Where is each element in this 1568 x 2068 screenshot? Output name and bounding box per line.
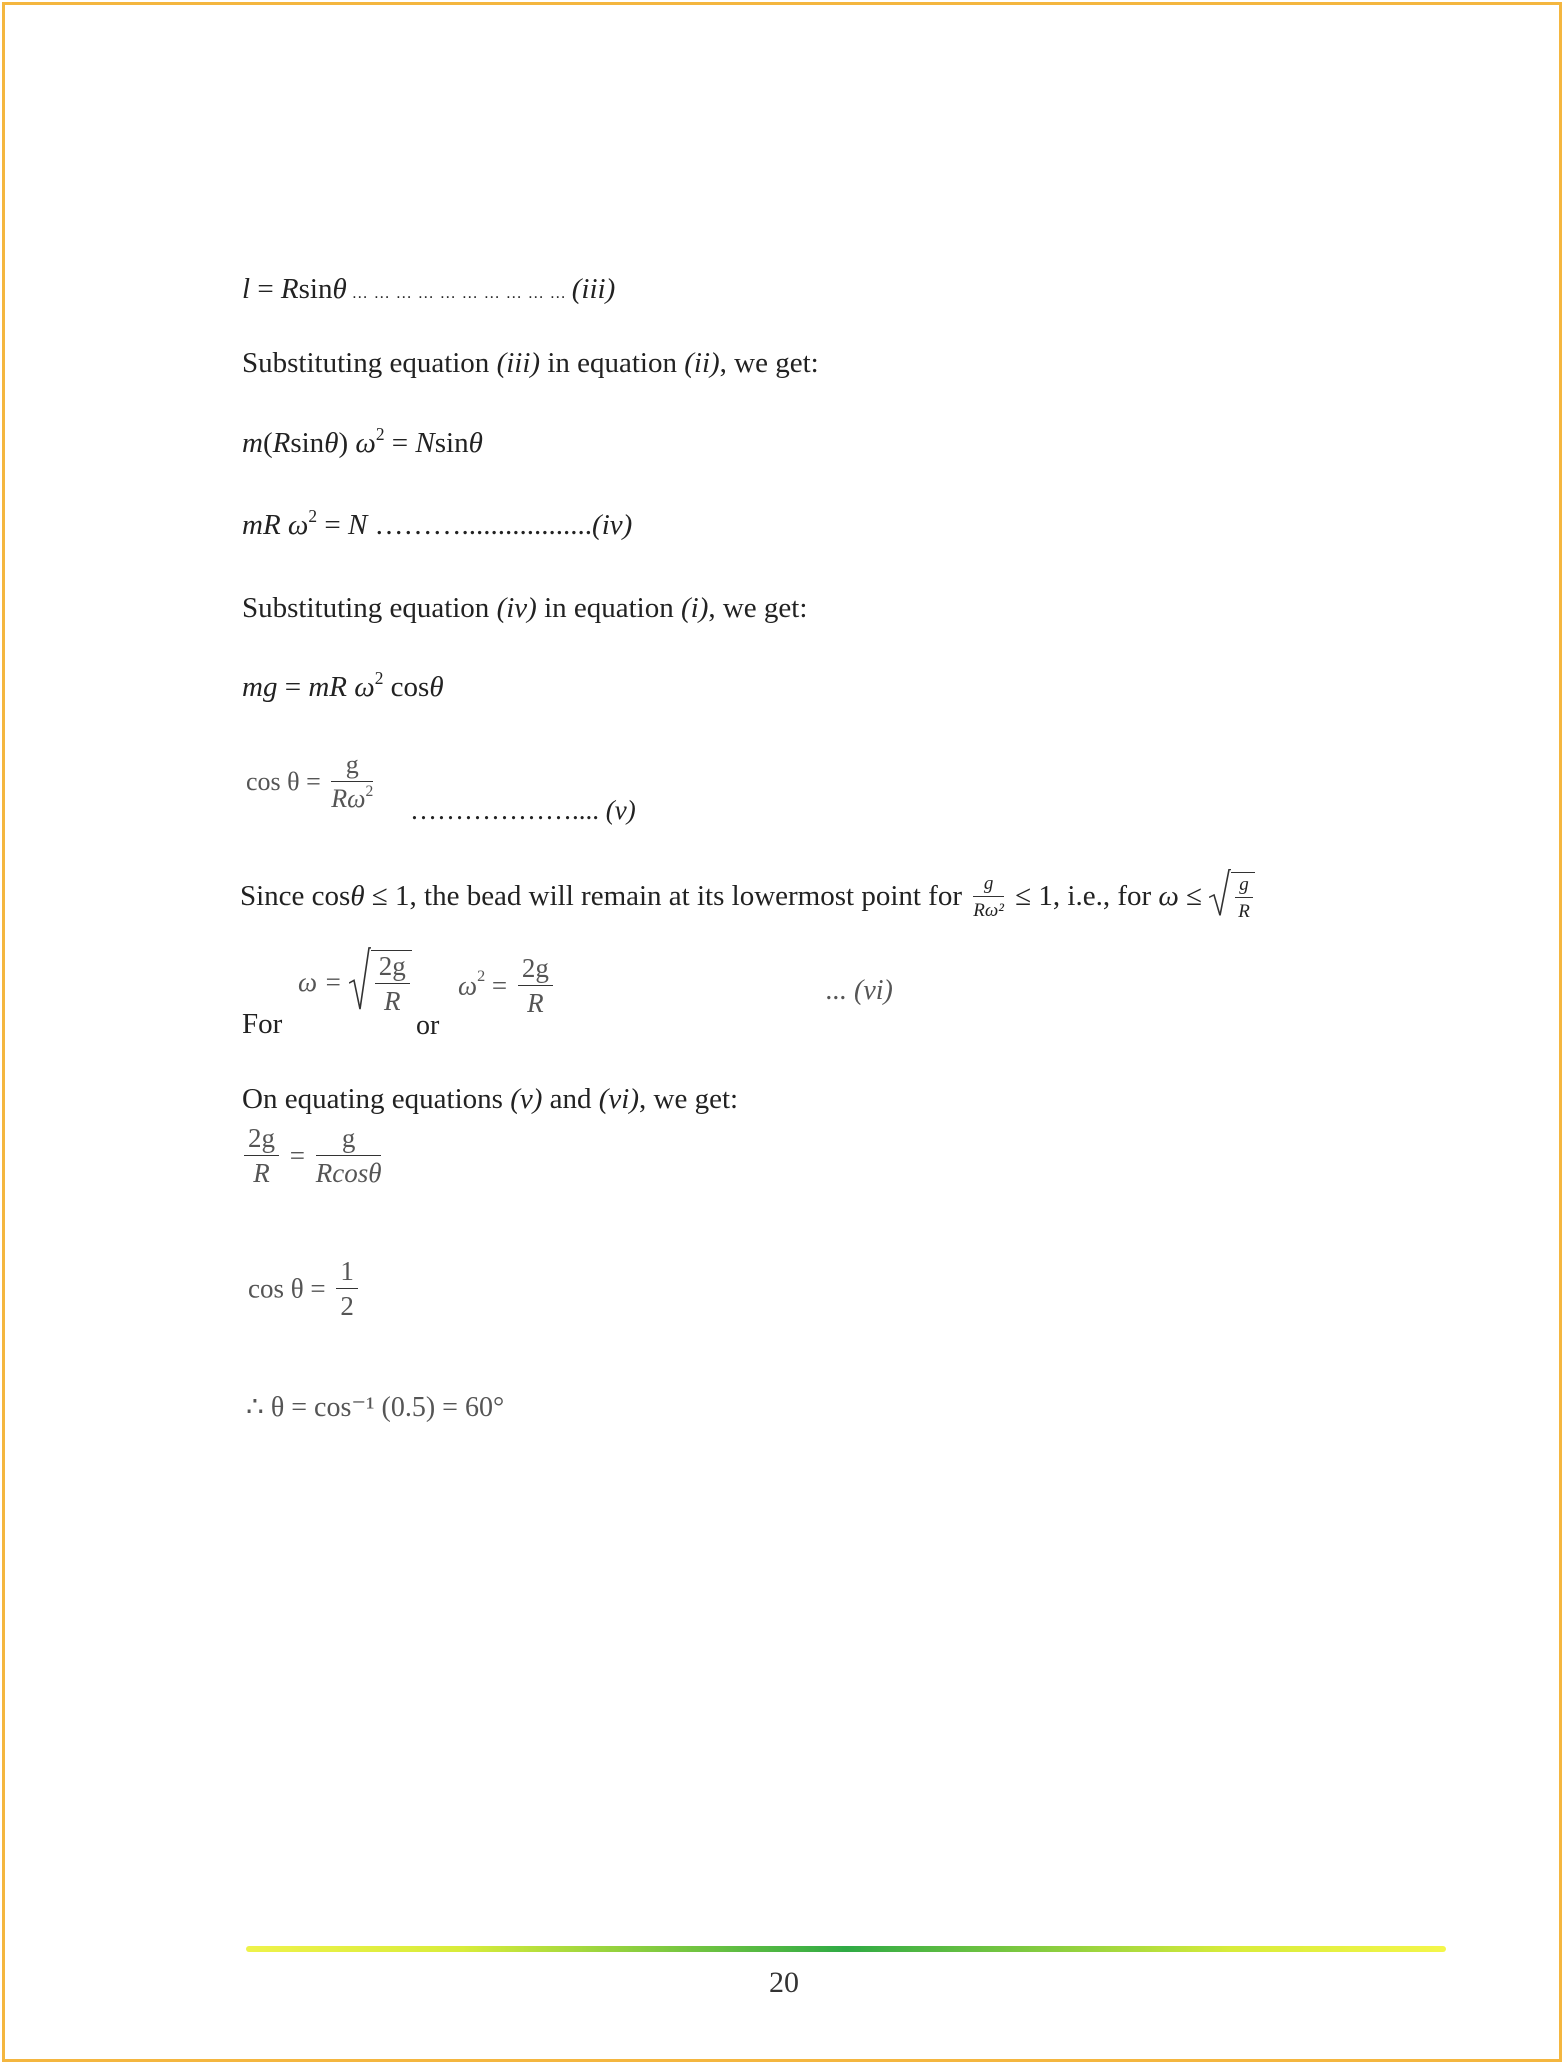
footer-rule: [246, 1946, 1446, 1952]
equation-rsin: m(Rsinθ) $\omega^2 = Nsin\theta$: [242, 423, 483, 459]
for-label: For: [242, 1008, 283, 1040]
equation-mg: mg = mR $\omega^2$ cosθ: [242, 667, 444, 703]
condition-text: Since cosθ ≤ 1, the bead will remain at its lowermost point for $\frac{g}{\text{Rω²}}$ ≤ 1, i.e., for ω ≤ $\frac{g}{R}$: [240, 872, 1255, 921]
equation-vi-tag: ... (vi): [826, 975, 893, 1006]
equation-omega-sqrt: ω = $\frac{2g}{R}$: [298, 950, 412, 1015]
substitution-text-1: Substituting equation (iii) in equation (ii), we get:: [242, 347, 819, 379]
substitution-text-2: Substituting equation (iv) in equation (i), we get:: [242, 592, 808, 624]
sqrt-g-over-r: $\frac{g}{R}$: [1209, 872, 1255, 921]
equation-ratio: $\frac{2g}{R}$ = $\frac{g}{Rcos\theta}$: [244, 1125, 385, 1187]
or-label: or: [416, 1010, 440, 1041]
page-number: 20: [769, 1966, 799, 1999]
equation-v-tag: ……………….... (v): [410, 795, 636, 825]
equation-iv: mR $\omega^2 = N$ ………..................(iv): [242, 505, 633, 541]
equation-iii: l = Rsinθ … … … … … … … … … … (iii): [242, 273, 616, 305]
equation-omega-squared: $\omega^2$ = $\frac{2g}{R}$: [458, 955, 557, 1017]
page-border: [2, 2, 1562, 2062]
fraction-g-over-romega2: $\frac{g}{R\omega^2}$: [331, 750, 374, 813]
fraction-g-over-romega2-inline: $\frac{g}{\text{Rω²}}$: [973, 872, 1004, 921]
sqrt-2g-over-r: $\frac{2g}{R}$: [349, 950, 412, 1015]
equation-v: cos θ = $\frac{g}{R\omega^2}$: [246, 750, 374, 813]
equating-text: On equating equations (v) and (vi), we get:: [242, 1083, 739, 1115]
equation-half: cos θ = $\frac{1}{2}$: [248, 1258, 362, 1320]
equation-final: ∴ θ = cos⁻¹ (0.5) = 60°: [246, 1392, 505, 1423]
